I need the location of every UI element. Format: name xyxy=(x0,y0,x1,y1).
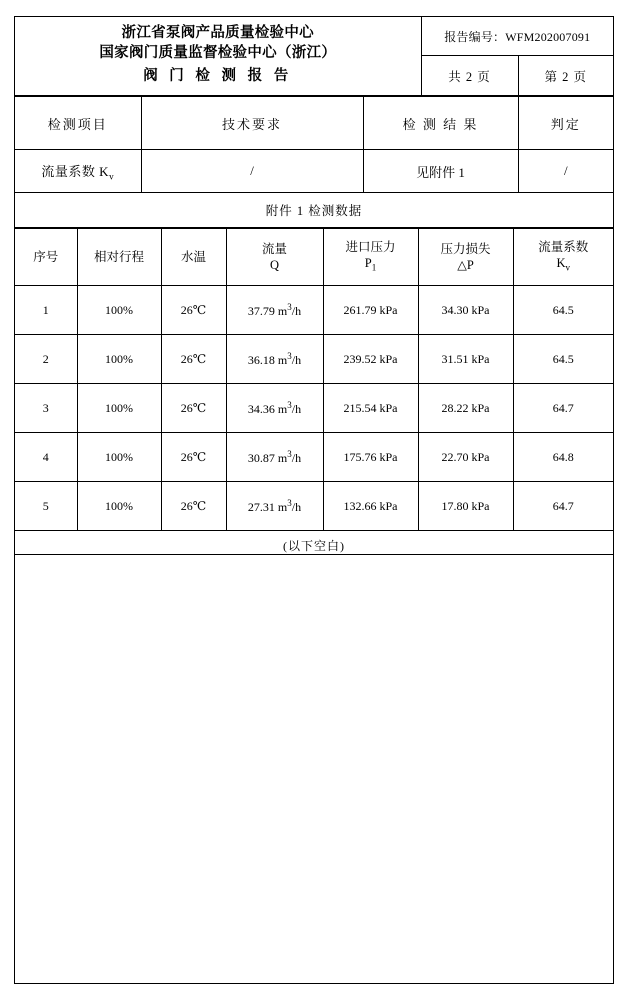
cell-flow: 37.79 $m^3/h$ xyxy=(226,286,323,335)
col-header-water-temp: 水温 xyxy=(161,229,226,286)
cell-pressure-loss: 17.80 kPa xyxy=(418,482,513,531)
col-header-item: 检测项目 xyxy=(15,97,141,150)
cell-no: 1 xyxy=(15,286,77,335)
cell-flow: 36.18 $m^3/h$ xyxy=(226,335,323,384)
cell-no: 4 xyxy=(15,433,77,482)
cell-kv: 64.8 xyxy=(513,433,613,482)
center-name-line1: 浙江省泵阀产品质量检验中心 xyxy=(121,25,314,41)
cell-inlet-pressure: 175.76 kPa xyxy=(323,433,418,482)
report-page xyxy=(14,16,614,984)
cell-no: 5 xyxy=(15,482,77,531)
cell-verdict: / xyxy=(518,150,613,193)
cell-flow: 34.36 $m^3/h$ xyxy=(226,384,323,433)
cell-inlet-pressure: 239.52 kPa xyxy=(323,335,418,384)
report-doc-title: 阀 门 检 测 报 告 xyxy=(143,68,293,84)
table-row xyxy=(15,150,613,193)
inspection-result-table xyxy=(15,96,613,228)
cell-inlet-pressure: 132.66 kPa xyxy=(323,482,418,531)
cell-kv: 64.7 xyxy=(513,384,613,433)
report-title-block xyxy=(15,17,421,96)
cell-relative-travel: 100% xyxy=(77,384,161,433)
cell-kv: 64.5 xyxy=(513,286,613,335)
cell-water-temp: 26℃ xyxy=(161,286,226,335)
cell-kv: 64.5 xyxy=(513,335,613,384)
cell-water-temp: 26℃ xyxy=(161,335,226,384)
cell-relative-travel: 100% xyxy=(77,433,161,482)
cell-water-temp: 26℃ xyxy=(161,433,226,482)
report-number: 报告编号：WFM202007091 xyxy=(421,17,613,56)
attachment-data-table xyxy=(15,228,613,531)
col-header-flow: 流量 Q xyxy=(226,229,323,286)
item-label-subscript: v xyxy=(109,171,115,182)
cell-item-name xyxy=(15,150,141,193)
table-row xyxy=(15,433,613,482)
col-header-kv: 流量系数 $K_v$ xyxy=(513,229,613,286)
col-header-no: 序号 xyxy=(15,229,77,286)
table-row xyxy=(15,482,613,531)
cell-pressure-loss: 34.30 kPa xyxy=(418,286,513,335)
total-pages: 共 2 页 xyxy=(421,56,518,96)
cell-no: 2 xyxy=(15,335,77,384)
col-header-result: 检 测 结 果 xyxy=(363,97,518,150)
cell-pressure-loss: 22.70 kPa xyxy=(418,433,513,482)
col-header-requirement: 技术要求 xyxy=(141,97,363,150)
cell-water-temp: 26℃ xyxy=(161,384,226,433)
cell-requirement: / xyxy=(141,150,363,193)
cell-inlet-pressure: 215.54 kPa xyxy=(323,384,418,433)
cell-relative-travel: 100% xyxy=(77,482,161,531)
table-row xyxy=(15,335,613,384)
attachment-title: 附件 1 检测数据 xyxy=(15,193,613,228)
cell-inlet-pressure: 261.79 kPa xyxy=(323,286,418,335)
cell-pressure-loss: 31.51 kPa xyxy=(418,335,513,384)
table-header-row xyxy=(15,97,613,150)
cell-relative-travel: 100% xyxy=(77,335,161,384)
table-row xyxy=(15,286,613,335)
cell-result: 见附件 1 xyxy=(363,150,518,193)
attachment-title-row xyxy=(15,193,613,228)
col-header-pressure-loss: 压力损失 △P xyxy=(418,229,513,286)
col-header-verdict: 判定 xyxy=(518,97,613,150)
blank-note: (以下空白) xyxy=(283,539,345,553)
col-header-relative-travel: 相对行程 xyxy=(77,229,161,286)
cell-kv: 64.7 xyxy=(513,482,613,531)
current-page: 第 2 页 xyxy=(518,56,613,96)
cell-flow: 27.31 $m^3/h$ xyxy=(226,482,323,531)
page-blank-area xyxy=(15,554,613,983)
table-row xyxy=(15,384,613,433)
report-header-table xyxy=(15,17,613,96)
cell-no: 3 xyxy=(15,384,77,433)
cell-water-temp: 26℃ xyxy=(161,482,226,531)
attachment-header-row xyxy=(15,229,613,286)
cell-flow: 30.87 $m^3/h$ xyxy=(226,433,323,482)
cell-relative-travel: 100% xyxy=(77,286,161,335)
cell-pressure-loss: 28.22 kPa xyxy=(418,384,513,433)
item-label-base: 流量系数 K xyxy=(41,163,110,179)
col-header-inlet-pressure: 进口压力 $P_1$ xyxy=(323,229,418,286)
center-name-line2: 国家阀门质量监督检验中心（浙江） xyxy=(99,45,337,61)
